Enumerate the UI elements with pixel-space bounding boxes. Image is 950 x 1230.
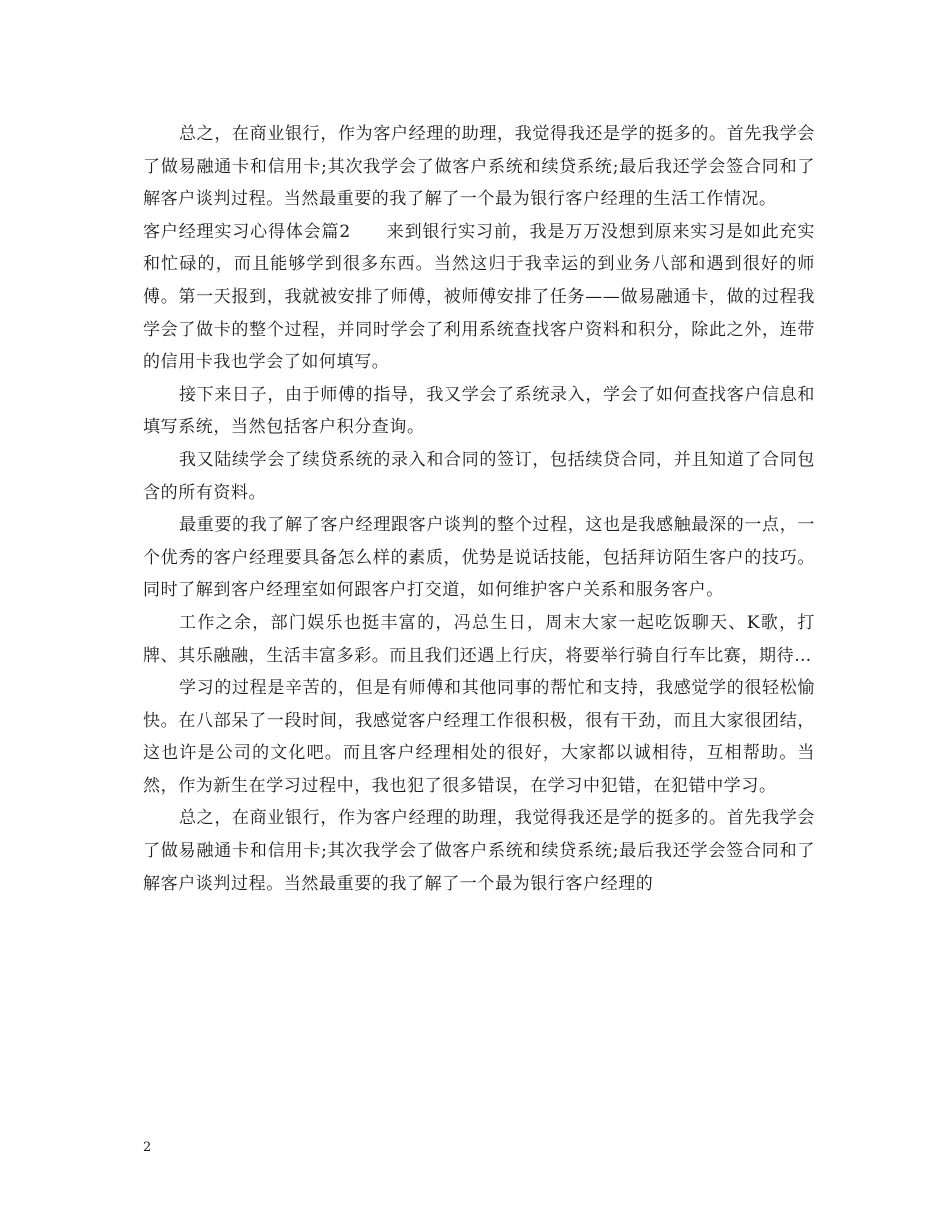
paragraph: 工作之余，部门娱乐也挺丰富的，冯总生日，周末大家一起吃饭聊天、K歌，打牌、其乐融融，生活丰富多彩。而且我们还遇上行庆，将要举行骑自行车比赛，期待… [143, 612, 815, 666]
paragraph: 总之，在商业银行，作为客户经理的助理，我觉得我还是学的挺多的。首先我学会了做易融通卡和信用卡;其次我学会了做客户系统和续贷系统;最后我还学会签合同和了解客户谈判过程。当然最重要的我了解了一个最为银行客户经理的 [143, 808, 815, 894]
paragraph: 接下来日子，由于师傅的指导，我又学会了系统录入，学会了如何查找客户信息和填写系统，当然包括客户积分查询。 [143, 384, 815, 438]
paragraph-section-heading: 客户经理实习心得体会篇2 来到银行实习前，我是万万没想到原来实习是如此充实和忙碌的，而且能够学到很多东西。当然这归于我幸运的到业务八部和遇到很好的师傅。第一天报到，我就被安排了师傅，被师傅安排了任务——做易融通卡，做的过程我学会了做卡的整个过程，并同时学会了利用系统查找客户资料和积分，除此之外，连带的信用卡我也学会了如何填写。 [143, 221, 815, 373]
paragraph: 总之，在商业银行，作为客户经理的助理，我觉得我还是学的挺多的。首先我学会了做易融通卡和信用卡;其次我学会了做客户系统和续贷系统;最后我还学会签合同和了解客户谈判过程。当然最重要的我了解了一个最为银行客户经理的生活工作情况。 [143, 124, 815, 210]
paragraph: 我又陆续学会了续贷系统的录入和合同的签订，包括续贷合同，并且知道了合同包含的所有资料。 [143, 449, 815, 503]
page-number: 2 [143, 1140, 152, 1155]
paragraph: 最重要的我了解了客户经理跟客户谈判的整个过程，这也是我感触最深的一点，一个优秀的客户经理要具备怎么样的素质，优势是说话技能，包括拜访陌生客户的技巧。同时了解到客户经理室如何跟客户打交道，如何维护客户关系和服务客户。 [143, 515, 815, 601]
document-body [143, 118, 815, 900]
paragraph: 学习的过程是辛苦的，但是有师傅和其他同事的帮忙和支持，我感觉学的很轻松愉快。在八部呆了一段时间，我感觉客户经理工作很积极，很有干劲，而且大家很团结，这也许是公司的文化吧。而且客户经理相处的很好，大家都以诚相待，互相帮助。当然，作为新生在学习过程中，我也犯了很多错误，在学习中犯错，在犯错中学习。 [143, 678, 815, 796]
